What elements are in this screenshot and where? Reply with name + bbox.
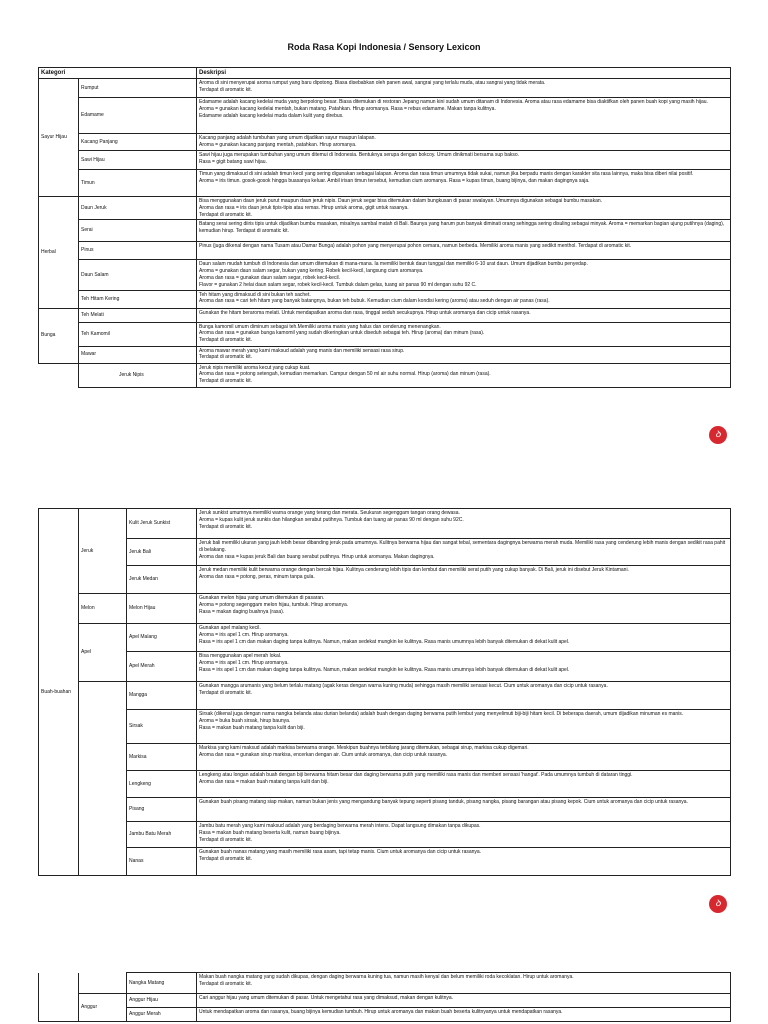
- lexicon-table-2: [38, 508, 731, 876]
- empty-cell: [79, 710, 127, 744]
- subcategory-cell: Kulit Jeruk Sunkist: [127, 509, 197, 539]
- description-cell: Kacang panjang adalah tumbuhan yang umum dijadikan sayur maupun lalapan. Aroma = gunakan kacang panjang mentah, patahkan. Hirup aromanya.: [197, 134, 731, 151]
- subcategory-cell: Pinus: [79, 242, 197, 260]
- subcategory-cell: Serai: [79, 220, 197, 242]
- description-cell: Timun yang dimaksud di sini adalah timun kecil yang sering digunakan sebagai lalapan. Aroma dan rasa timun umumnya tidak sukai, namun jika berpadu manis dengan karakter sita rasa lainnya, maka bisa diberi nilai positif. Aroma = iris timun. gosok-gosok hingga buasanya keluar. Ambil irisan timun tersebut, kemudian cium aromanya. Rasa = kupas timun, buang bijinya, dan makan dagingnya saja.: [197, 170, 731, 197]
- empty-cell: [79, 771, 127, 798]
- description-cell: Daun salam mudah tumbuh di Indonesia dan umum ditemukan di mana-mana. Ia memiliki bentuk daun tunggal dan memiliki 6-10 urat daun. Umum dijadikan bumbu penyedap. Aroma = gunakan daun salam segar, bukan yang kering. Robek kecil-kecil, langsung cium aromanya. Aroma dan rasa = gunakan daun salam segar, robek kecil-kecil. Flavor = gunakan 2 helai daun salam segar, robek kecil-kecil. Tumbuk dalam gelas, tuang air panas 90 ml dengan suhu 92 C.: [197, 260, 731, 290]
- description-cell: Cari anggur hijau yang umum ditemukan di pasar. Untuk mengetahui rasa yang dimaksud, makan dengan kulitnya.: [197, 994, 731, 1008]
- subcategory-cell: Edamame: [79, 98, 197, 134]
- category-cell: Herbal: [39, 197, 79, 309]
- subcategory-cell: Daun Salam: [79, 260, 197, 290]
- description-cell: Aroma mawar merah yang kami maksud adalah yang manis dan memiliki sensasi rasa sirup. Terdapat di aromatic kit.: [197, 346, 731, 363]
- table-row: [39, 308, 731, 322]
- table-row: [39, 151, 731, 170]
- subcategory-cell: Anggur Merah: [127, 1008, 197, 1022]
- description-cell: Sirsak (dikenal juga dengan nama nangka belanda atau durian belanda) adalah buah dengan daging berwarna putih lembut yang menyelimuti biji-biji hitam kecil. Di beberapa daerah, umum dijadikan minuman es manis. Aroma = buka buah sirsak, hirup baunya. Rasa = makan buah matang tanpa kulit dan biji.: [197, 710, 731, 744]
- subcategory-cell: Nangka Matang: [127, 973, 197, 994]
- table-row: [39, 242, 731, 260]
- description-cell: Gunakan apel malang kecil. Aroma = iris apel 1 cm. Hirup aromanya. Rasa = iris apel 1 cm dan makan daging tanpa kulitnya. Namun, makan sedekat mungkin ke kulitnya. Rasa manis umumnya lebih banyak ditemukan di dekat kulit apel.: [197, 624, 731, 652]
- category-cell: Anggur: [79, 994, 127, 1022]
- description-cell: Bisa menggunakan apel merah lokal. Aroma = iris apel 1 cm. Hirup aromanya. Rasa = iris apel 1 cm dan makan daging tanpa kulitnya. Namun, makan sedekat mungkin ke kulitnya. Rasa manis umumnya lebih banyak ditemukan di dekat kulit apel.: [197, 652, 731, 682]
- document-title: Roda Rasa Kopi Indonesia / Sensory Lexicon: [287, 42, 481, 52]
- table-row: [39, 509, 731, 539]
- lexicon-table-3: [38, 972, 731, 1022]
- empty-cell: [39, 973, 79, 1022]
- description-cell: Jambu batu merah yang kami maksud adalah yang berdaging berwarna merah intens. Dapat langsung dimakan tanpa dikupas. Rasa = makan buah matang beserta kulit, namun buang bijinya. Terdapat di aromatic kit.: [197, 822, 731, 848]
- description-cell: Gunakan buah pisang matang siap makan, namun bukan jenis yang mengandung banyak tepung seperti pisang tanduk, pisang nangka, pisang barangan atau pisang kepok. Cium untuk aromanya dan cicip untuk rasanya.: [197, 798, 731, 822]
- table-row: [39, 710, 731, 744]
- table-row: [39, 98, 731, 134]
- table-row: [39, 771, 731, 798]
- empty-cell: [79, 973, 127, 994]
- description-cell: Bisa menggunakan daun jeruk purut maupun daun jeruk nipis. Daun jeruk segar bisa ditemukan dalam bungkusan di pasar swalayan. Umumnya digunakan sebagai bumbu masakan. Aroma dan rasa = iris daun jeruk tipis-tipis atau remas. Hirup untuk aroma, gigit untuk rasanya. Terdapat di aromatic kit.: [197, 197, 731, 220]
- header-deskripsi: Deskripsi: [197, 68, 731, 79]
- description-cell: Jeruk bali memiliki ukuran yang jauh lebih besar dibanding jeruk pada umumnya. Kulitnya berwarna hijau dan sangat tebal, sementara dagingnya berwarna merah muda. Memiliki rasa yang cenderung lebih manis dengan sedikit rasa pahit di belakang. Aroma dan rasa = kupas jeruk Bali dan buang serabut putihnya. Hirup untuk aromanya. Makan dagingnya.: [197, 539, 731, 566]
- table-row: [39, 1008, 731, 1022]
- empty-cell: [79, 822, 127, 848]
- brand-logo-icon: ꝺ: [709, 426, 727, 444]
- description-cell: Gunakan mangga arumanis yang belum terlalu matang (agak keras dengan warna kuning muda) sehingga masih memiliki sensasi kecut. Cium untuk aromanya dan cicip untuk rasanya. Terdapat di aromatic kit.: [197, 682, 731, 710]
- description-cell: Teh hitam yang dimaksud di sini bukan teh sachet. Aroma dan rasa = cari teh hitam yang banyak batangnya, bukan teh bubuk. Kemudian cium dalam kondisi kering (aroma) atau seduh dengan air panas (rasa).: [197, 290, 731, 308]
- table-row: [39, 170, 731, 197]
- description-cell: Pinus (juga dikenal dengan nama Tusam atau Damar Bunga) adalah pohon yang menyerupai pohon cemara, namun berbeda. Memiliki aroma manis yang sedikit menthol. Terdapat di aromatic kit.: [197, 242, 731, 260]
- category-cell: Apel: [79, 624, 127, 682]
- page-3: [0, 960, 768, 1024]
- subcategory-cell: Anggur Hijau: [127, 994, 197, 1008]
- table-row: [39, 363, 731, 387]
- header-kategori: Kategori: [39, 68, 197, 79]
- subcategory-cell: Pisang: [127, 798, 197, 822]
- table-row: [39, 566, 731, 594]
- category-cell: Buah-buahan: [39, 509, 79, 876]
- table-row: [39, 322, 731, 346]
- subcategory-cell: Rumput: [79, 79, 197, 98]
- subcategory-cell: Jeruk Medan: [127, 566, 197, 594]
- description-cell: Gunakan melon hijau yang umum ditemukan di pasaran. Aroma = potong segenggam melon hijau, tumbuk. Hirup aromanya. Rasa = makan daging buahnya (rasa).: [197, 594, 731, 624]
- subcategory-cell: Jeruk Bali: [127, 539, 197, 566]
- category-cell: Jeruk: [79, 509, 127, 594]
- subcategory-cell: Jeruk Nipis: [79, 363, 197, 387]
- table-header-row: [39, 68, 731, 79]
- table-row: [39, 346, 731, 363]
- empty-cell: [79, 744, 127, 771]
- page-1: [0, 0, 768, 460]
- subcategory-cell: Kacang Panjang: [79, 134, 197, 151]
- subcategory-cell: Apel Malang: [127, 624, 197, 652]
- category-cell: Melon: [79, 594, 127, 624]
- description-cell: Gunakan buah nanas matang yang masih memiliki rasa asam, tapi tetap manis. Cium untuk aromanya dan cicip untuk rasanya. Terdapat di aromatic kit.: [197, 848, 731, 876]
- subcategory-cell: Markisa: [127, 744, 197, 771]
- empty-cell: [79, 798, 127, 822]
- subcategory-cell: Nanas: [127, 848, 197, 876]
- subcategory-cell: Mawar: [79, 346, 197, 363]
- description-cell: Gunakan the hitam beraroma melati. Untuk mendapatkan aroma dan rasa, tinggal seduh secukupnya. Hirup untuk aromanya dan cicip untuk rasanya.: [197, 308, 731, 322]
- table-row: [39, 539, 731, 566]
- page-2: [0, 460, 768, 960]
- empty-cell: [79, 682, 127, 710]
- description-cell: Edamame adalah kacang kedelai muda yang berpolong besar. Biasa ditemukan di restoran Jepang namun kini sudah umum ditanam di Indonesia. Aroma atau rasa edamame bisa diaktifkan oleh panen buah kopi yang masih hijau. Aroma = gunakan kacang kedelai mentah, bukan matang. Patahkan. Hirup aromanya. Rasa = rebus edamame. Makan tanpa kulitnya. Edamame adalah kacang kedelai muda dalam kulit yang direbus.: [197, 98, 731, 134]
- subcategory-cell: Sirsak: [127, 710, 197, 744]
- table-row: [39, 652, 731, 682]
- subcategory-cell: Apel Merah: [127, 652, 197, 682]
- table-row: [39, 973, 731, 994]
- description-cell: Jeruk nipis memiliki aroma kecut yang cukup kuat. Aroma dan rasa = potong setengah, kemudian memarkan. Campur dengan 50 ml air suhu normal. Hirup (aroma) dan minum (rasa). Terdapat di aromatic kit.: [197, 363, 731, 387]
- table-row: [39, 134, 731, 151]
- table-row: [39, 624, 731, 652]
- description-cell: Aroma di sini menyerupai aroma rumput yang baru dipotong. Biasa disebabkan oleh panen awal, sangrai yang terlalu muda, atau sangrai yang tidak merata. Terdapat di aromatic kit.: [197, 79, 731, 98]
- description-cell: Makan buah nangka matang yang sudah dikupas, dengan daging berwarna kuning tua, namun masih kenyal dan belum memiliki roda kecoklatan. Hirup untuk aromanya. Terdapat di aromatic kit.: [197, 973, 731, 994]
- category-cell: Sayur Hijau: [39, 79, 79, 197]
- table-row: [39, 197, 731, 220]
- table-row: [39, 848, 731, 876]
- table-row: [39, 290, 731, 308]
- description-cell: Lengkeng atau longan adalah buah dengan biji berwarna hitam besar dan daging berwarna putih yang memiliki rasa manis dan memberi sensasi 'hangat'. Pada umumnya tumbuh di dataran tinggi. Aroma dan rasa = makan buah matang tanpa kulit dan biji.: [197, 771, 731, 798]
- subcategory-cell: Melon Hijau: [127, 594, 197, 624]
- description-cell: Sawi hijau juga merupakan tumbuhan yang umum ditemui di Indonesia. Bentuknya serupa dengan bokcoy. Umum dinikmati bersama sup bakso. Rasa = gigit batang sawi hijau.: [197, 151, 731, 170]
- subcategory-cell: Lengkeng: [127, 771, 197, 798]
- lexicon-table-1: [38, 67, 731, 388]
- subcategory-cell: Teh Hitam Kering: [79, 290, 197, 308]
- description-cell: Jeruk medan memiliki kulit berwarna orange dengan bercak hijau. Kulitnya cenderung lebih tipis dan lembut dan memiliki serat putih yang cukup banyak. Di Bali, jeruk ini disebut Jeruk Kintamani. Aroma dan rasa = potong, peras, minum tanpa gula.: [197, 566, 731, 594]
- description-cell: Markisa yang kami maksud adalah markisa berwarna orange. Meskipun buahnya terbilang jarang ditemukan, sebagai sirup, markisa cukup digemari. Aroma dan rasa = gunakan sirup markisa, encerkan dengan air. Cium untuk aromanya, dan cicip untuk rasanya.: [197, 744, 731, 771]
- empty-cell: [79, 848, 127, 876]
- subcategory-cell: Daun Jeruk: [79, 197, 197, 220]
- category-cell: Bunga: [39, 308, 79, 363]
- table-row: [39, 798, 731, 822]
- table-row: [39, 994, 731, 1008]
- table-row: [39, 220, 731, 242]
- table-row: [39, 79, 731, 98]
- description-cell: Batang serai sering diiris tipis untuk dijadikan bumbu masakan, misalnya sambal matah di Bali. Baunya yang harum pun banyak diminati orang sehingga sering disuling sebagai minyak. Aroma = memarkan bagian ujung putihnya (daging), kemudian hirup. Terdapat di aromatic kit.: [197, 220, 731, 242]
- brand-logo-icon: ꝺ: [709, 895, 727, 913]
- description-cell: Bunga kamomil umum diminum sebagai teh.Memiliki aroma manis yang halus dan cenderung menenangkan. Aroma dan rasa = gunakan bunga kamomil yang sudah dikeringkan untuk diseduh sebagai teh. Hirup (aroma) dan minum (rasa). Terdapat di aromatic kit.: [197, 322, 731, 346]
- description-cell: Jeruk sunkist umumnya memiliki warna orange yang terang dan merata. Seukuran segenggam tangan orang dewasa. Aroma = kupas kulit jeruk sunkis dan hilangkan serabut putihnya. Tumbuk dan tuang air panas 90 ml dengan suhu 92C. Terdapat di aromatic kit.: [197, 509, 731, 539]
- description-cell: Untuk mendapatkan aroma dan rasanya, buang bijinya kemudian tumbuh. Hirup untuk aromanya dan makan buah beserta kulitnyanya untuk mendapatkan rasanya.: [197, 1008, 731, 1022]
- subcategory-cell: Jambu Batu Merah: [127, 822, 197, 848]
- table-row: [39, 682, 731, 710]
- empty-cell: [39, 363, 79, 387]
- table-row: [39, 822, 731, 848]
- table-row: [39, 594, 731, 624]
- table-row: [39, 260, 731, 290]
- subcategory-cell: Teh Melati: [79, 308, 197, 322]
- subcategory-cell: Timun: [79, 170, 197, 197]
- subcategory-cell: Sawi Hijau: [79, 151, 197, 170]
- table-row: [39, 744, 731, 771]
- subcategory-cell: Teh Kamomil: [79, 322, 197, 346]
- subcategory-cell: Mangga: [127, 682, 197, 710]
